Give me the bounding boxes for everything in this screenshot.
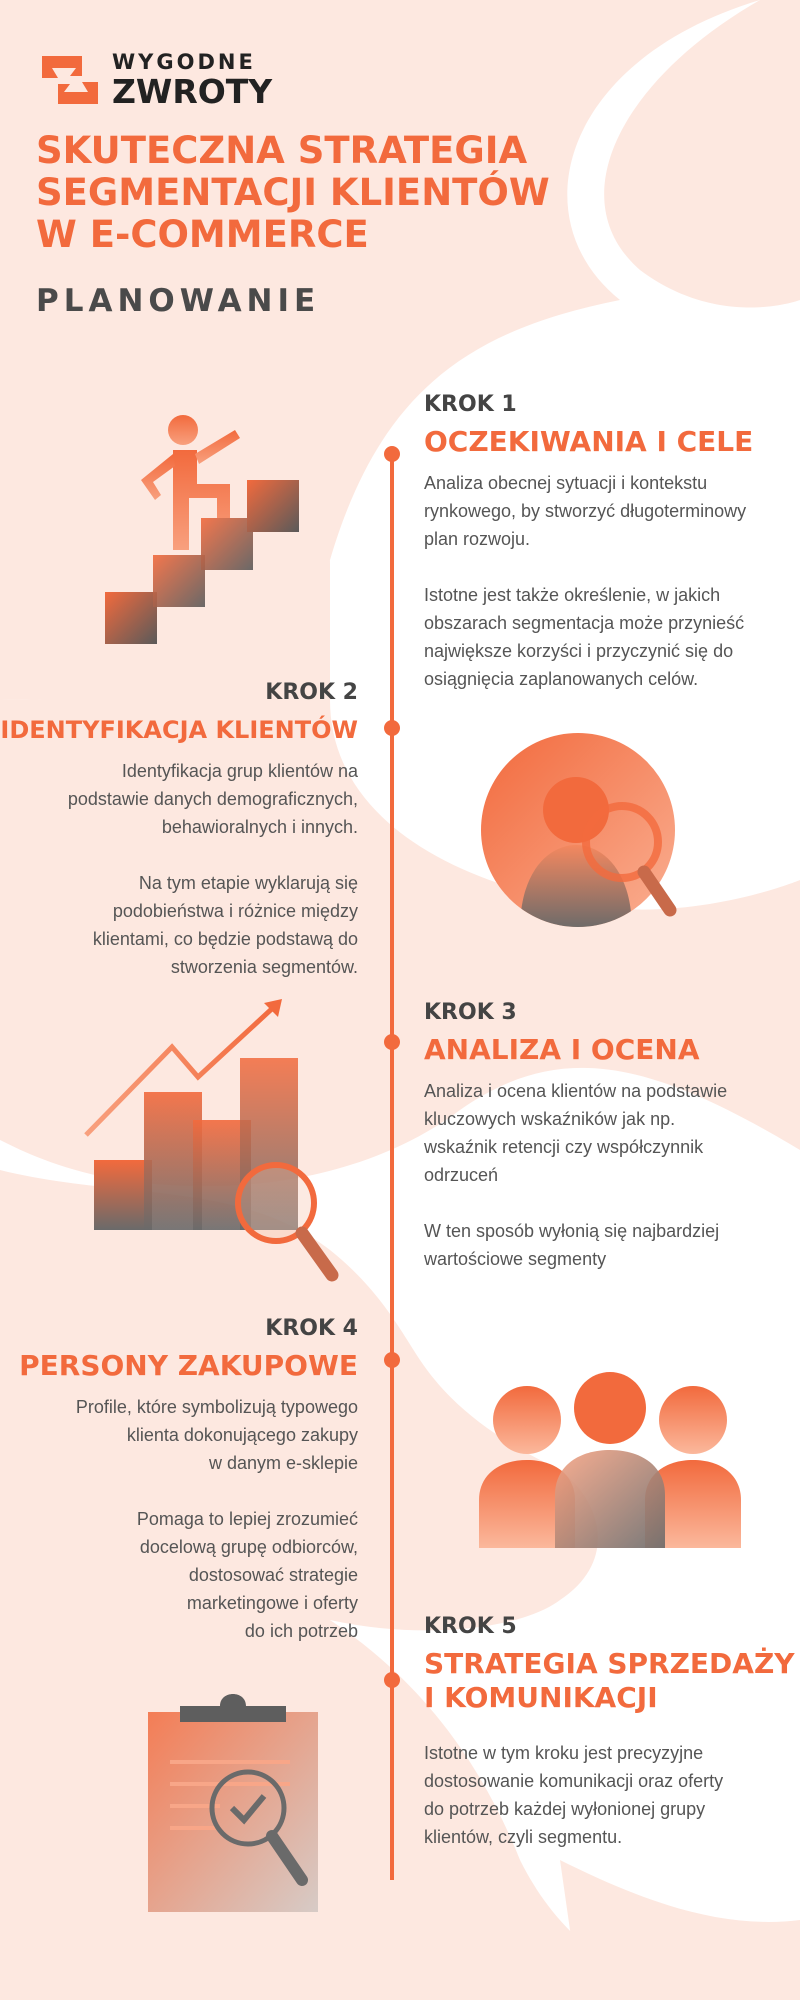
- text-line: dostosowanie komunikacji oraz oferty: [424, 1771, 724, 1791]
- return-arrows-icon: [36, 50, 104, 110]
- text-line: Analiza i ocena klientów na podstawie: [424, 1081, 728, 1101]
- stairs-climber-icon: [95, 400, 315, 660]
- text-line: stworzenia segmentów.: [170, 957, 358, 977]
- step-description: [0, 1393, 358, 1645]
- paragraph: [424, 1739, 794, 1851]
- brand-line2: ZWROTY: [112, 72, 273, 111]
- step-5: [424, 1614, 794, 1879]
- text-line: w danym e-sklepie: [208, 1453, 358, 1473]
- brand-line1: WYGODNE: [112, 50, 256, 74]
- text-line: rynkowego, by stworzyć długoterminowy: [424, 501, 747, 521]
- text-line: Identyfikacja grup klientów na: [121, 761, 358, 781]
- chart-analysis-icon: [80, 995, 350, 1295]
- text-line: obszarach segmentacja może przynieść: [424, 613, 745, 633]
- step-title-line: ANALIZA I OCENA: [424, 1033, 700, 1066]
- step-title-line: STRATEGIA SPRZEDAŻY: [424, 1647, 795, 1680]
- text-line: marketingowe i oferty: [186, 1593, 358, 1613]
- text-line: podstawie danych demograficznych,: [67, 789, 358, 809]
- timeline-dot: [384, 1352, 400, 1368]
- timeline-dot: [384, 720, 400, 736]
- text-line: Istotne jest także określenie, w jakich: [424, 585, 721, 605]
- timeline-line: [390, 450, 394, 1880]
- text-line: Istotne w tym kroku jest precyzyjne: [424, 1743, 704, 1763]
- step-title: [0, 713, 358, 747]
- step-description: [424, 469, 794, 693]
- step-label: KROK 2: [265, 680, 358, 705]
- paragraph: [424, 469, 794, 553]
- paragraph: [0, 869, 358, 981]
- step-title: [424, 1647, 794, 1715]
- title-line: SKUTECZNA STRATEGIA: [36, 129, 528, 172]
- text-line: W ten sposób wyłonią się najbardziej: [424, 1221, 720, 1241]
- text-line: klientami, co będzie podstawą do: [92, 929, 358, 949]
- paragraph: [0, 1393, 358, 1477]
- page-title: [36, 130, 636, 256]
- step-description: [0, 757, 358, 981]
- text-line: Pomaga to lepiej zrozumieć: [136, 1509, 358, 1529]
- step-title-line: OCZEKIWANIA I CELE: [424, 425, 754, 458]
- paragraph: [424, 581, 794, 693]
- timeline-dot: [384, 446, 400, 462]
- people-group-icon: [475, 1370, 745, 1550]
- text-line: Analiza obecnej sytuacji i kontekstu: [424, 473, 708, 493]
- text-line: Na tym etapie wyklarują się: [138, 873, 358, 893]
- step-title-line: I KOMUNIKACJI: [424, 1681, 658, 1714]
- text-line: wskaźnik retencji czy współczynnik: [424, 1137, 704, 1157]
- step-description: [424, 1739, 794, 1851]
- step-description: [424, 1077, 794, 1273]
- title-line: SEGMENTACJI KLIENTÓW: [36, 171, 550, 214]
- text-line: Profile, które symbolizują typowego: [75, 1397, 358, 1417]
- step-title: [424, 1033, 794, 1067]
- paragraph: [424, 1077, 794, 1189]
- title-line: W E-COMMERCE: [36, 213, 369, 256]
- step-title-line: IDENTYFIKACJA KLIENTÓW: [0, 716, 358, 744]
- text-line: dostosować strategie: [188, 1565, 358, 1585]
- paragraph: [0, 757, 358, 841]
- step-2: [0, 680, 358, 1009]
- text-line: behawioralnych i innych.: [161, 817, 358, 837]
- step-title-line: PERSONY ZAKUPOWE: [19, 1349, 358, 1382]
- step-label: KROK 4: [265, 1316, 358, 1341]
- text-line: odrzuceń: [424, 1165, 499, 1185]
- text-line: największe korzyści i przyczynić się do: [424, 641, 734, 661]
- step-1: [424, 392, 794, 721]
- text-line: klienta dokonującego zakupy: [126, 1425, 358, 1445]
- step-title: [424, 425, 794, 459]
- clipboard-check-icon: [140, 1680, 340, 1925]
- text-line: do potrzeb każdej wyłonionej grupy: [424, 1799, 706, 1819]
- timeline-dot: [384, 1034, 400, 1050]
- text-line: wartościowe segmenty: [424, 1249, 607, 1269]
- step-label: KROK 5: [424, 1614, 517, 1639]
- text-line: docelową grupę odbiorców,: [139, 1537, 358, 1557]
- step-title: [0, 1349, 358, 1383]
- text-line: do ich potrzeb: [244, 1621, 358, 1641]
- brand-logo: [36, 50, 272, 110]
- step-label: KROK 3: [424, 1000, 517, 1025]
- step-3: [424, 1000, 794, 1301]
- text-line: kluczowych wskaźników jak np.: [424, 1109, 676, 1129]
- text-line: plan rozwoju.: [424, 529, 531, 549]
- person-search-icon: [470, 730, 690, 960]
- step-4: [0, 1316, 358, 1673]
- paragraph: [0, 1505, 358, 1645]
- text-line: podobieństwa i różnice między: [112, 901, 358, 921]
- step-label: KROK 1: [424, 392, 517, 417]
- text-line: osiągnięcia zaplanowanych celów.: [424, 669, 699, 689]
- paragraph: [424, 1217, 794, 1273]
- timeline-dot: [384, 1672, 400, 1688]
- text-line: klientów, czyli segmentu.: [424, 1827, 623, 1847]
- page-subtitle: PLANOWANIE: [36, 283, 321, 319]
